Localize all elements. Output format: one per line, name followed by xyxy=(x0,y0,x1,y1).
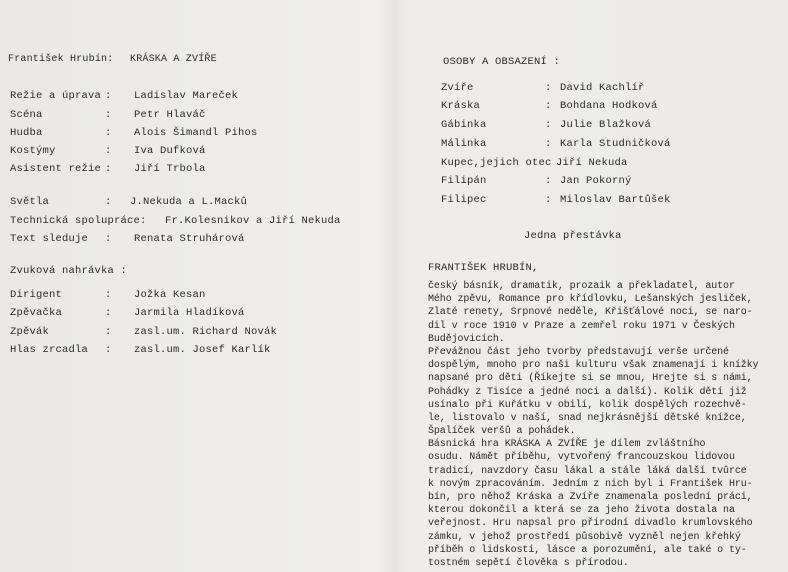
bio-line: Básnická hra KRÁSKA A ZVÍŘE je dílem zvláštního xyxy=(428,439,706,451)
crew-name: Iva Dufková xyxy=(134,145,206,157)
bio-line: Mého zpěvu, Romance pro křídlovku, Lešanských jesliček, xyxy=(428,294,753,306)
crew-colon: : xyxy=(105,163,112,175)
crew-colon: : xyxy=(105,90,112,102)
bio-line: tradicí, navzdory času lákal a stále láká další tvůrce xyxy=(428,465,747,477)
cast-heading: OSOBY A OBSAZENÍ : xyxy=(443,56,561,68)
cast-role: Gábinka xyxy=(441,119,487,131)
crew-name: Jiří Trbola xyxy=(134,163,206,175)
sound-colon: : xyxy=(105,289,112,301)
cast-role: Filipán xyxy=(441,175,487,187)
bio-line: le, listovalo v naší, snad nejkrásnější dětské knížce, xyxy=(428,412,747,424)
bio-line: Převážnou část jeho tvorby představují verše určené xyxy=(428,346,729,358)
tech-colon: : xyxy=(105,233,112,245)
bio-line: napsané pro děti (Říkejte si se mnou, Hrejte si s námi, xyxy=(428,373,753,385)
sound-role: Dirigent xyxy=(10,289,63,301)
tech-colon: : xyxy=(105,196,112,208)
crew-role: Kostýmy xyxy=(10,145,56,157)
cast-colon: : xyxy=(545,82,552,94)
cast-role: Kupec,jejich otec xyxy=(441,157,552,169)
cast-name: Bohdana Hodková xyxy=(560,100,658,112)
bio-line: k novým zpracováním. Jedním z nich byl i František Hru- xyxy=(428,478,753,490)
cast-role: Zvíře xyxy=(441,82,474,94)
tech-name: Fr.Kolesnikov a Jiří Nekuda xyxy=(165,215,341,227)
header-title: KRÁSKA A ZVÍŘE xyxy=(130,54,217,65)
tech-name: J.Nekuda a L.Macků xyxy=(130,196,248,208)
sound-name: Jožka Kesan xyxy=(134,289,206,301)
bio-heading: FRANTIŠEK HRUBÍN, xyxy=(428,262,539,274)
bio-line: usínalo při Kuřátku v obilí, kolik dospělých rozechvě- xyxy=(428,399,747,411)
crew-role: Asistent režie xyxy=(10,163,102,175)
cast-name: Jan Pokorný xyxy=(560,175,632,187)
bio-line: český básník, dramatik, prozaik a překladatel, autor xyxy=(428,281,735,292)
cast-name: Miloslav Bartůšek xyxy=(560,194,671,206)
bio-line: Zlaté renety, Srpnové neděle, Křišťálové noci, se naro- xyxy=(428,307,753,319)
bio-paragraph xyxy=(428,280,780,570)
crew-name: Ladislav Mareček xyxy=(134,90,239,102)
bio-line: Pohádky z Tisíce a jedné noci a další). Kolik dětí již xyxy=(428,386,747,398)
sound-colon: : xyxy=(105,326,112,338)
sound-role: Hlas zrcadla xyxy=(10,344,89,356)
bio-line: kterou dokončil a která se za jeho života dostala na xyxy=(428,505,735,517)
crew-name: Petr Hlaváč xyxy=(134,109,206,121)
cast-role: Málinka xyxy=(441,138,487,150)
tech-role: Technická spolupráce: xyxy=(10,215,147,227)
crew-name: Alois Šimandl Pihos xyxy=(134,127,258,139)
sound-heading: Zvuková nahrávka : xyxy=(10,265,128,277)
bio-line: Špalíček veršů a pohádek. xyxy=(428,426,576,438)
bio-line: Budějovicích. xyxy=(428,333,505,345)
sound-name: zasl.um. Josef Karlík xyxy=(134,344,271,356)
crew-role: Scéna xyxy=(10,109,43,121)
sound-colon: : xyxy=(105,307,112,319)
cast-role: Kráska xyxy=(441,100,481,112)
crew-role: Hudba xyxy=(10,127,43,139)
cast-colon: : xyxy=(545,194,552,206)
crew-colon: : xyxy=(105,109,112,121)
bio-line: veřejnost. Hru napsal pro přírodní divadlo krumlovského xyxy=(428,518,753,530)
bio-line: zámku, v jehož prostředí působivě vyzněl nejen křehký xyxy=(428,531,741,543)
cast-colon: : xyxy=(545,100,552,112)
tech-name: Renata Struhárová xyxy=(134,233,245,245)
cast-colon: : xyxy=(545,138,552,150)
bio-line: bín, pro něhož Kráska a Zvíře znamenala poslední práci, xyxy=(428,492,753,503)
tech-role: Text sleduje xyxy=(10,233,89,245)
bio-line: dil v roce 1910 v Praze a zemřel roku 1971 v Českých xyxy=(428,320,735,332)
sound-colon: : xyxy=(105,344,112,356)
bio-line: tostném sepětí člověka s přírodou. xyxy=(428,557,629,569)
crew-role: Režie a úprava xyxy=(10,90,102,102)
cast-name: Karla Studničková xyxy=(560,138,671,150)
tech-role: Světla xyxy=(10,196,50,208)
sound-role: Zpěvák xyxy=(10,326,50,338)
bio-line: osudu. Námět příběhu, vytvořený francouzskou lidovou xyxy=(428,452,735,464)
cast-name: Julie Blažková xyxy=(560,119,652,131)
bio-line: dospělým, mnoho pro naši kulturu však znamenají i knížky xyxy=(428,360,759,372)
bio-line: příběh o lidskosti, lásce a porozumění, ale také o ty- xyxy=(428,544,747,556)
cast-colon: : xyxy=(545,119,552,131)
sound-name: zasl.um. Richard Novák xyxy=(134,326,278,338)
header-author: František Hrubín: xyxy=(8,54,114,65)
cast-role: Filipec xyxy=(441,194,487,206)
intermission-note: Jedna přestávka xyxy=(524,230,622,242)
sound-role: Zpěvačka xyxy=(10,307,63,319)
sound-name: Jarmila Hladíková xyxy=(134,307,245,319)
crew-colon: : xyxy=(105,145,112,157)
cast-name: David Kachlíř xyxy=(560,82,645,94)
cast-colon: : xyxy=(545,175,552,187)
cast-name: Jiří Nekuda xyxy=(556,157,628,169)
crew-colon: : xyxy=(105,127,112,139)
